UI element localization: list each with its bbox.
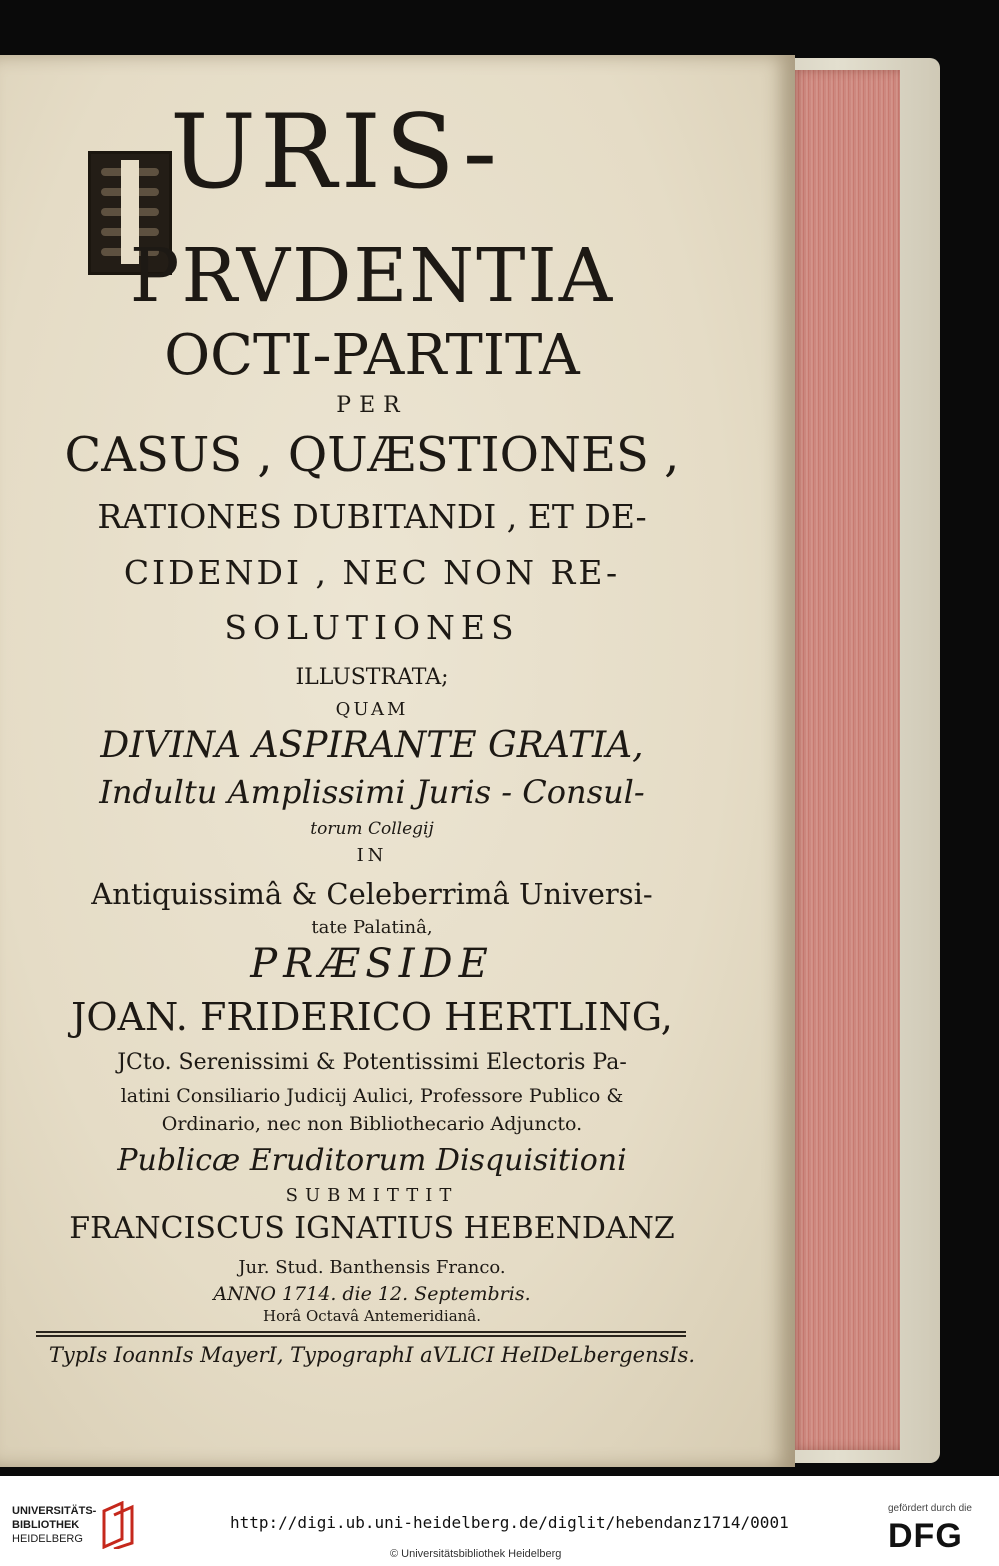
line-jur: Jur. Stud. Banthensis Franco. (238, 1257, 506, 1278)
line-typis-imprint: TypIs IoannIs MayerI, TypographI aVLICI HeIDeLbergensIs. (48, 1343, 696, 1367)
line-quam: QUAM (335, 699, 409, 720)
line-submittit: SUBMITTIT (285, 1185, 459, 1206)
permalink-url[interactable]: http://digi.ub.uni-heidelberg.de/diglit/hebendanz1714/0001 (230, 1513, 789, 1532)
printer-rule-top (36, 1331, 686, 1333)
line-divina: DIVINA ASPIRANTE GRATIA, (100, 725, 644, 766)
line-franciscus: FRANCISCUS IGNATIUS HEBENDANZ (69, 1211, 675, 1246)
line-per: PER (336, 393, 408, 418)
line-in: IN (356, 845, 388, 866)
library-name-line2: BIBLIOTHEK (12, 1519, 80, 1531)
line-illustrata: ILLUSTRATA; (295, 665, 449, 690)
funded-by-label: gefördert durch die (888, 1503, 972, 1514)
line-cidendi: CIDENDI , NEC NON RE- (123, 553, 621, 592)
line-publicae: Publicæ Eruditorum Disquisitioni (117, 1143, 627, 1178)
printer-rule-bottom (36, 1335, 686, 1337)
title-prudentia: PRVDENTIA (129, 233, 615, 319)
line-solutiones: SOLUTIONES (224, 608, 520, 647)
library-logo-icon (100, 1501, 138, 1549)
red-page-edges (790, 70, 900, 1450)
line-praeside: PRÆSIDE (250, 941, 494, 987)
title-octi-partita: OCTI-PARTITA (164, 323, 580, 388)
title-page (0, 55, 795, 1467)
line-casus: CASUS , QUÆSTIONES , (64, 427, 680, 483)
library-name-line3: HEIDELBERG (12, 1533, 83, 1545)
line-tate: tate Palatinâ, (311, 917, 433, 938)
line-anno: ANNO 1714. die 12. Septembris. (213, 1283, 531, 1305)
line-antiquissima: Antiquissimâ & Celeberrimâ Universi- (91, 877, 653, 911)
line-joan: JOAN. FRIDERICO HERTLING, (71, 995, 673, 1039)
line-torum: torum Collegij (310, 819, 434, 839)
line-rationes: RATIONES DUBITANDI , ET DE- (97, 497, 647, 536)
dfg-logo: DFG (888, 1517, 963, 1555)
line-indultu: Indultu Amplissimi Juris - Consul- (99, 773, 645, 811)
line-latini: latini Consiliario Judicij Aulici, Professore Publico & (120, 1085, 624, 1107)
copyright-notice: © Universitätsbibliothek Heidelberg (390, 1548, 562, 1560)
title-juris: URIS- (170, 93, 502, 212)
library-name-line1: UNIVERSITÄTS- (12, 1505, 97, 1517)
line-hora: Horâ Octavâ Antemeridianâ. (262, 1307, 482, 1325)
line-jcto: JCto. Serenissimi & Potentissimi Electoris Pa- (117, 1050, 627, 1075)
line-ordinario: Ordinario, nec non Bibliothecario Adjuncto. (161, 1113, 583, 1135)
library-logo-text (12, 1504, 107, 1546)
